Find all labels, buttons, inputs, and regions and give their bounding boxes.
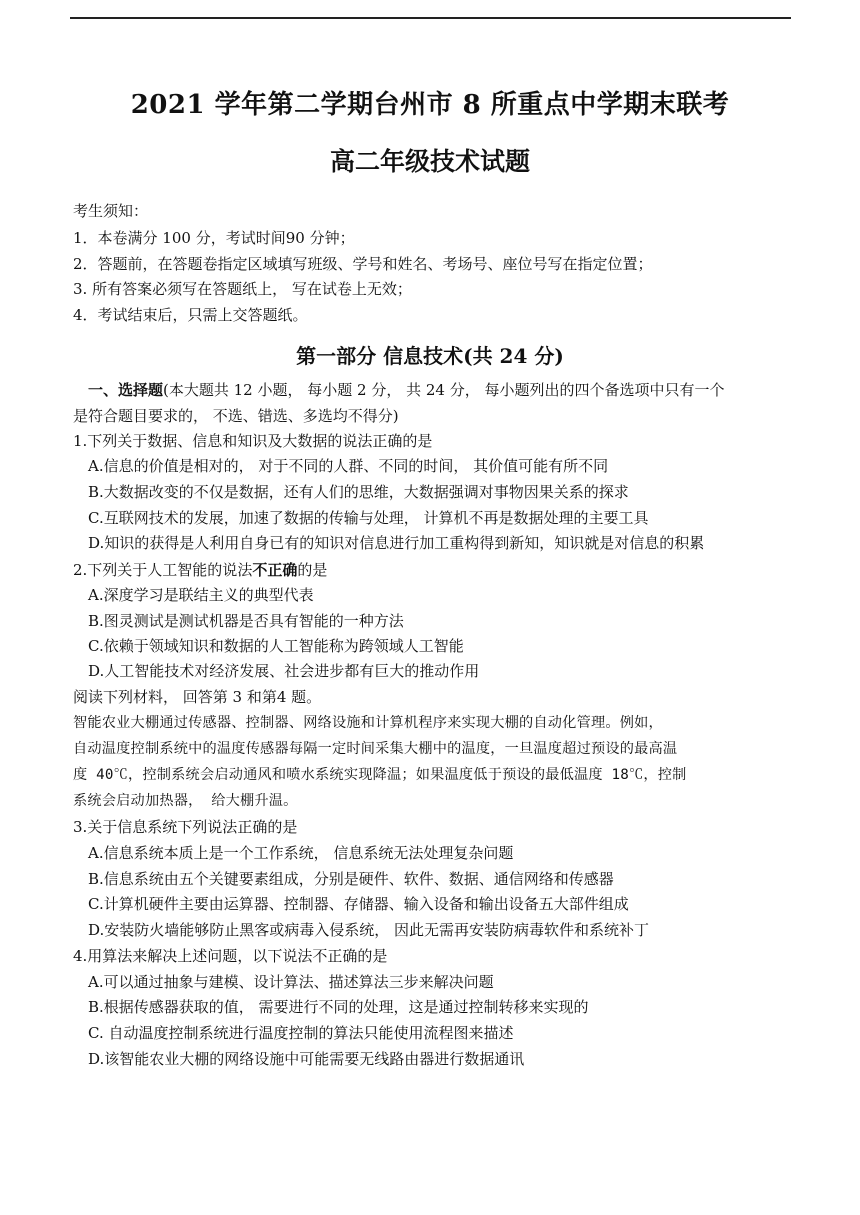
notice-heading: 考生须知：: [73, 202, 149, 220]
notice-item: 3. 所有答案必须写在答题纸上， 写在试卷上无效；: [73, 280, 412, 298]
question-2-stem-pre: 2.下列关于人工智能的说法: [73, 561, 253, 579]
question-2-option-d: D.人工智能技术对经济发展、社会进步都有巨大的推动作用: [88, 662, 480, 680]
question-4-option-a: A.可以通过抽象与建模、设计算法、描述算法三步来解决问题: [88, 973, 494, 991]
part-title: 第一部分 信息技术(共 24 分): [296, 344, 564, 368]
notice-item: 4．考试结束后，只需上交答题纸。: [73, 306, 308, 324]
question-1-option-b: B.大数据改变的不仅是数据，还有人们的思维，大数据强调对事物因果关系的探求: [88, 483, 629, 501]
question-4-option-d: D.该智能农业大棚的网络设施中可能需要无线路由器进行数据通讯: [88, 1050, 525, 1068]
question-2-stem: [73, 560, 327, 580]
section-label: 一、选择题: [88, 381, 164, 399]
question-2-option-a: A.深度学习是联结主义的典型代表: [88, 586, 314, 604]
question-1-option-a: A.信息的价值是相对的， 对于不同的人群、不同的时间， 其价值可能有所不同: [88, 457, 609, 475]
notice-item: 2．答题前，在答题卷指定区域填写班级、学号和姓名、考场号、座位号写在指定位置；: [73, 255, 653, 273]
question-1-option-c: C.互联网技术的发展，加速了数据的传输与处理， 计算机不再是数据处理的主要工具: [88, 509, 649, 527]
section-description-cont: 是符合题目要求的， 不选、错选、多选均不得分): [73, 407, 399, 425]
question-2-option-c: C.依赖于领域知识和数据的人工智能称为跨领域人工智能: [88, 637, 464, 655]
notice-item: 1．本卷满分 100 分，考试时间90 分钟；: [73, 229, 355, 247]
material-line: 自动温度控制系统中的温度传感器每隔一定时间采集大棚中的温度，一旦温度超过预设的最高温: [73, 741, 678, 757]
section-description: (本大题共 12 小题， 每小题 2 分， 共 24 分， 每小题列出的四个备选项中只有一个: [163, 381, 725, 399]
material-line: 度 40℃，控制系统会启动通风和喷水系统实现降温；如果温度低于预设的最低温度 18℃，控制: [73, 767, 687, 783]
section-header: [88, 380, 725, 400]
question-2-option-b: B.图灵测试是测试机器是否具有智能的一种方法: [88, 612, 404, 630]
question-3-option-a: A.信息系统本质上是一个工作系统， 信息系统无法处理复杂问题: [88, 844, 514, 862]
exam-subtitle: 高二年级技术试题: [329, 147, 530, 176]
question-4-option-b: B.根据传感器获取的值， 需要进行不同的处理，这是通过控制转移来实现的: [88, 998, 589, 1016]
header-rule: [70, 17, 791, 19]
question-3-option-d: D.安装防火墙能够防止黑客或病毒入侵系统， 因此无需再安装防病毒软件和系统补丁: [88, 921, 650, 939]
question-3-option-b: B.信息系统由五个关键要素组成，分别是硬件、软件、数据、通信网络和传感器: [88, 870, 614, 888]
exam-title: 2021 学年第二学期台州市 8 所重点中学期末联考: [130, 90, 730, 120]
material-line: 智能农业大棚通过传感器、控制器、网络设施和计算机程序来实现大棚的自动化管理。例如，: [73, 715, 663, 731]
reading-intro: 阅读下列材料， 回答第 3 和第4 题。: [73, 688, 322, 706]
question-1-option-d: D.知识的获得是人利用自身已有的知识对信息进行加工重构得到新知，知识就是对信息的积累: [88, 534, 705, 552]
question-4-option-c: C. 自动温度控制系统进行温度控制的算法只能使用流程图来描述: [88, 1024, 514, 1042]
question-2-stem-emphasis: 不正确: [252, 561, 298, 579]
material-line: 系统会启动加热器， 给大棚升温。: [73, 793, 298, 809]
question-3-stem: 3.关于信息系统下列说法正确的是: [73, 818, 298, 836]
question-4-stem: 4.用算法来解决上述问题，以下说法不正确的是: [73, 947, 388, 965]
question-1-stem: 1.下列关于数据、信息和知识及大数据的说法正确的是: [73, 432, 433, 450]
question-2-stem-post: 的是: [297, 561, 328, 579]
question-3-option-c: C.计算机硬件主要由运算器、控制器、存储器、输入设备和输出设备五大部件组成: [88, 895, 629, 913]
